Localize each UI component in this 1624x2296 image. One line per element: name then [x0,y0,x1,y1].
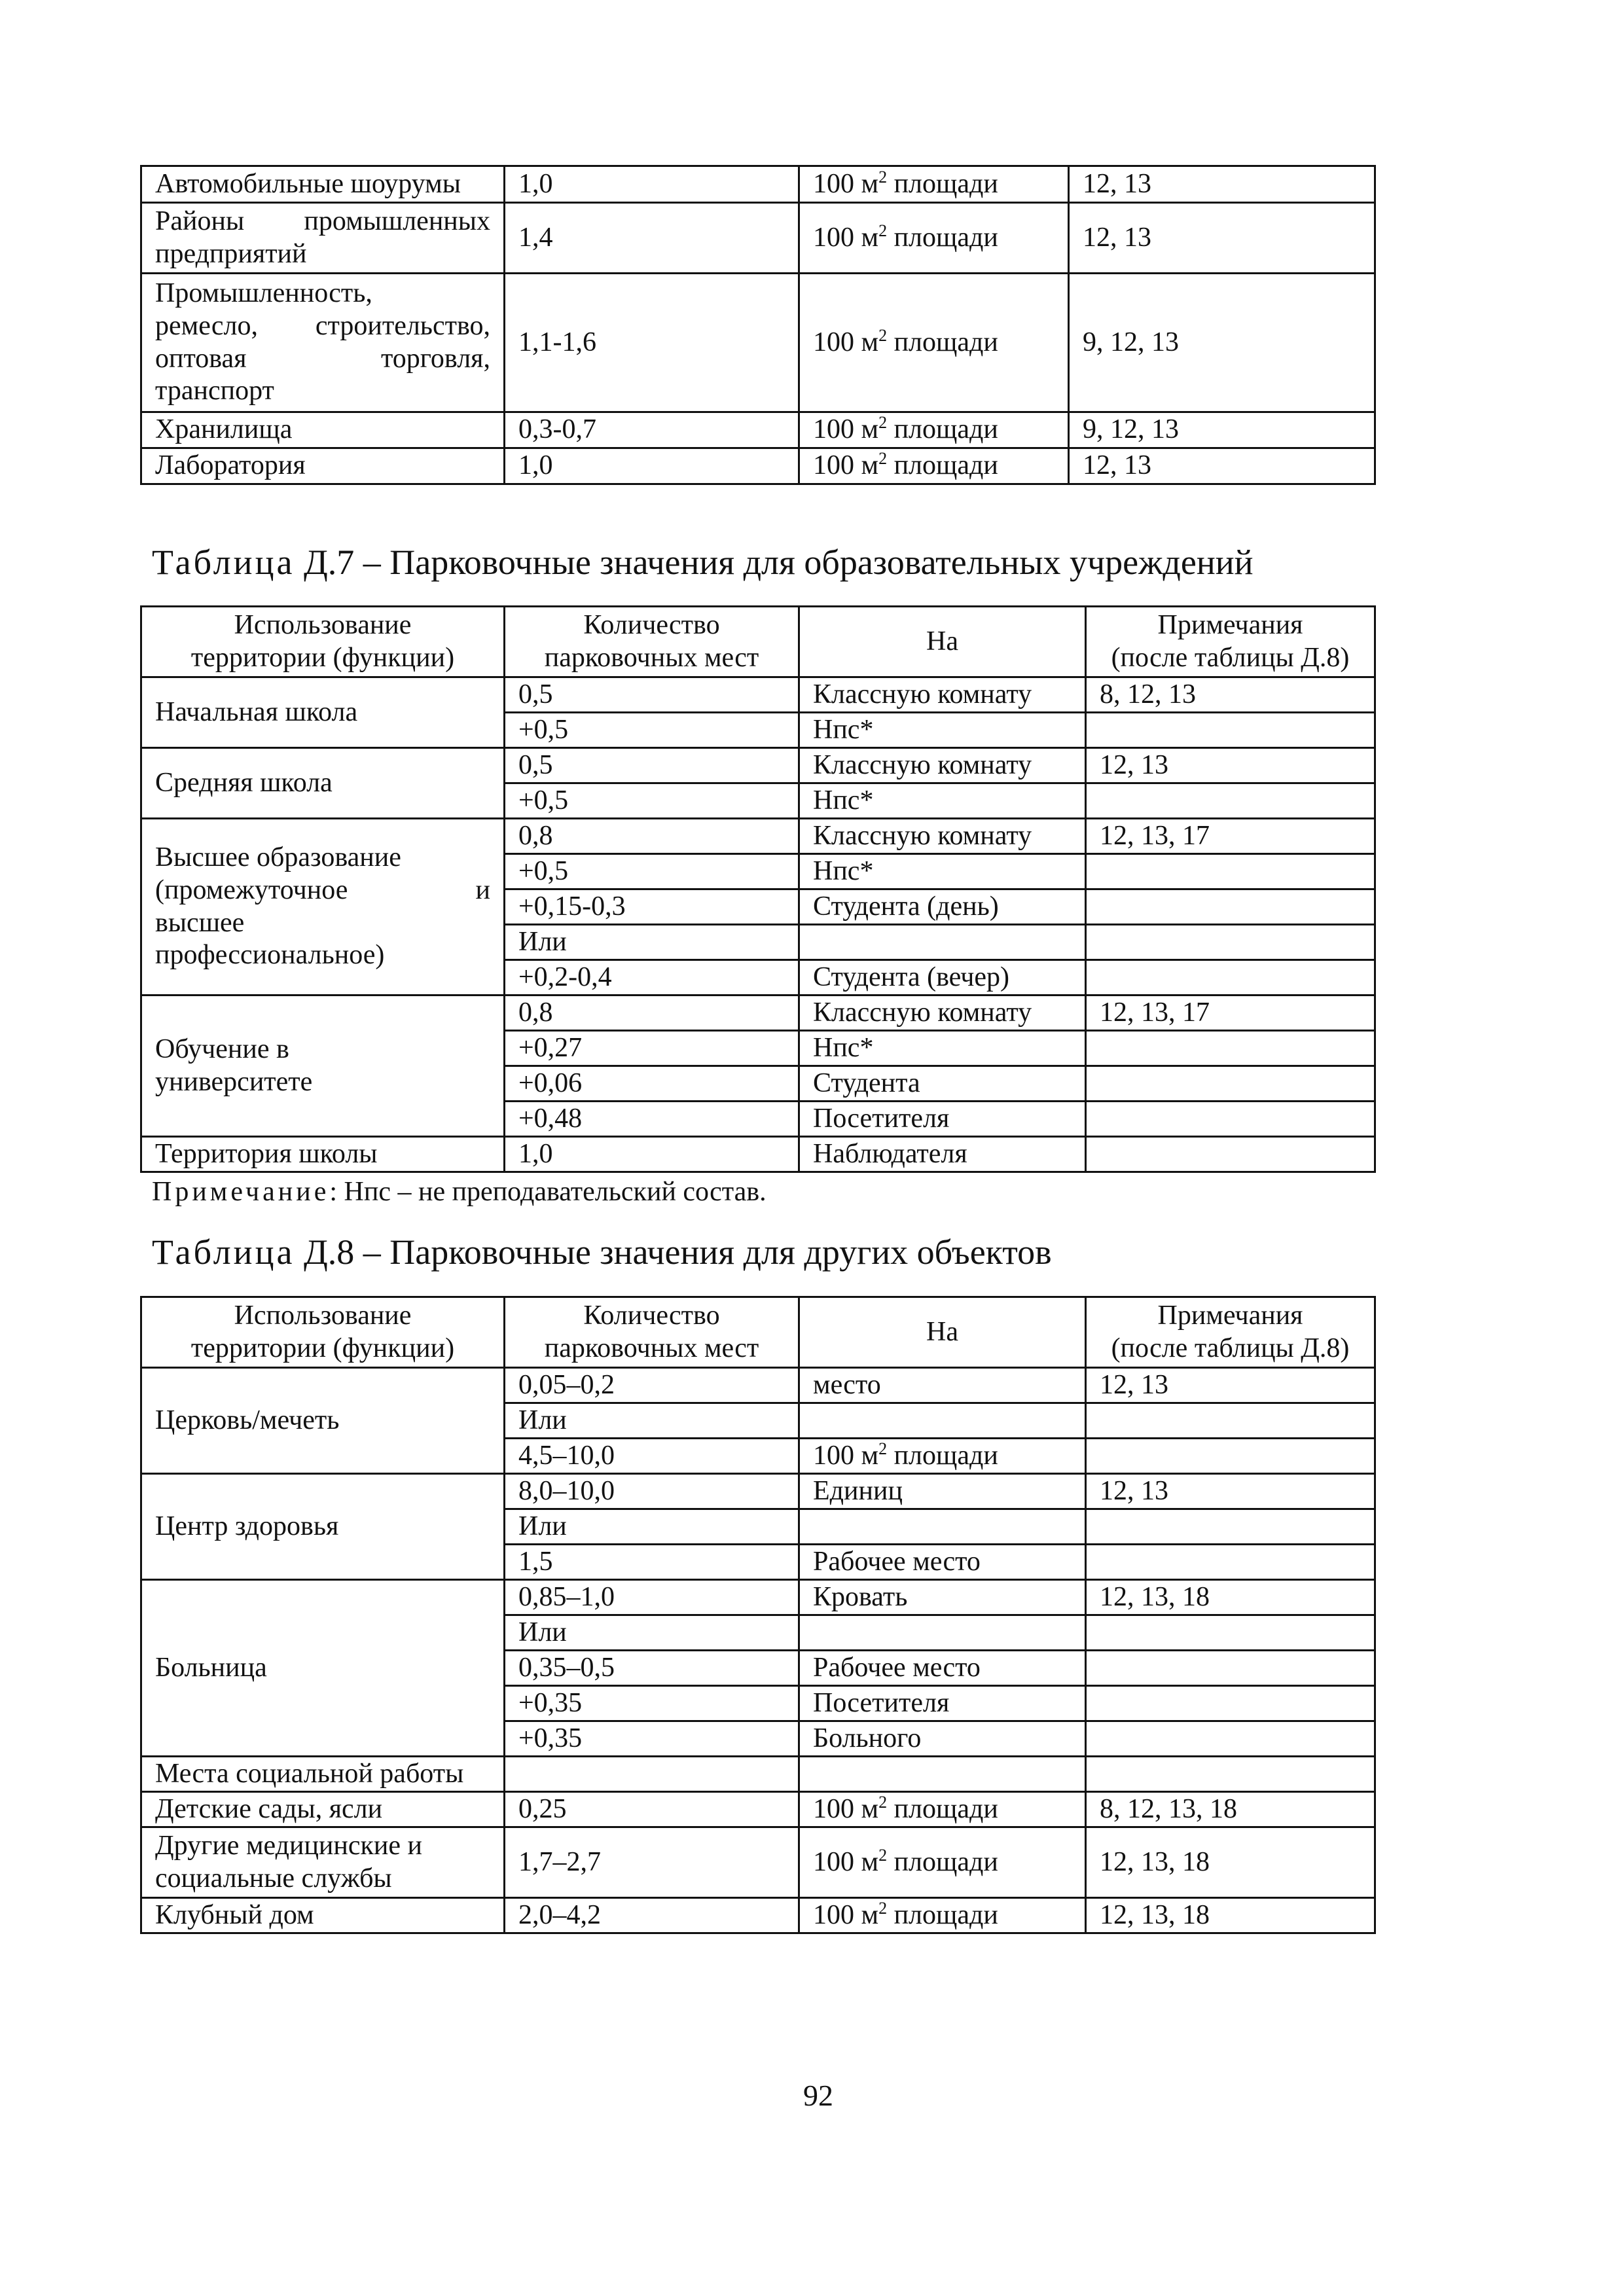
count-cell: +0,5 [505,713,799,748]
count-cell: +0,27 [505,1031,799,1066]
per-cell: Классную комнату [799,748,1086,783]
per-cell: Студента [799,1066,1086,1102]
notes-cell: 12, 13 [1069,448,1375,484]
per-cell: Классную комнату [799,819,1086,854]
group-other-medical: Другие медицинские и социальные службы [141,1827,505,1898]
per-cell: 100 $м^2$ площади [799,1827,1086,1898]
count-cell: +0,15-0,3 [505,889,799,925]
table-row [141,1757,1375,1792]
notes-cell [1086,854,1375,889]
count-cell: 8,0–10,0 [505,1474,799,1509]
per-cell: Посетителя [799,1102,1086,1137]
group-health-center: Центр здоровья [141,1474,505,1580]
count-cell: 0,05–0,2 [505,1368,799,1403]
per-cell: Единиц [799,1474,1086,1509]
group-primary-school: Начальная школа [141,677,505,748]
notes-cell [1086,1509,1375,1545]
group-kindergarten: Детские сады, ясли [141,1792,505,1827]
notes-cell [1086,1686,1375,1721]
table-row [141,1474,1375,1509]
notes-cell: 12, 13, 17 [1086,819,1375,854]
table-header-row [141,1297,1375,1368]
per-cell: Нпс* [799,713,1086,748]
use-cell: Районы промышленных предприятий [141,203,505,274]
table-row [141,677,1375,713]
table-row [141,166,1375,203]
count-cell: 0,8 [505,819,799,854]
notes-cell [1086,1066,1375,1102]
per-cell [799,1757,1086,1792]
per-cell: Посетителя [799,1686,1086,1721]
table-row [141,203,1375,274]
notes-cell [1086,1757,1375,1792]
table-d7-caption: Таблица Д.7 – Парковочные значения для образовательных учреждений [152,543,1254,582]
table-d8-caption: Таблица Д.8 – Парковочные значения для других объектов [152,1232,1052,1272]
group-school-grounds: Территория школы [141,1137,505,1172]
notes-cell [1086,889,1375,925]
count-cell: 1,7–2,7 [505,1827,799,1898]
header-use: Использование территории (функции) [141,607,505,677]
notes-cell: 12, 13, 17 [1086,996,1375,1031]
table-row [141,1827,1375,1898]
use-cell: Лаборатория [141,448,505,484]
notes-cell: 8, 12, 13, 18 [1086,1792,1375,1827]
count-cell: 0,8 [505,996,799,1031]
per-cell [799,1509,1086,1545]
per-cell: Нпс* [799,1031,1086,1066]
count-cell: +0,35 [505,1686,799,1721]
per-cell: 100 $м^2$ площади [799,448,1069,484]
count-cell: +0,06 [505,1066,799,1102]
per-cell: 100 $м^2$ площади [799,1792,1086,1827]
notes-cell [1086,783,1375,819]
count-cell: +0,5 [505,854,799,889]
per-cell: Студента (вечер) [799,960,1086,996]
group-social-work: Места социальной работы [141,1757,505,1792]
use-cell: Хранилища [141,412,505,448]
per-cell: Кровать [799,1580,1086,1615]
notes-cell: 12, 13, 18 [1086,1898,1375,1933]
notes-cell [1086,1545,1375,1580]
notes-cell [1086,1403,1375,1439]
table-row [141,748,1375,783]
use-cell: Автомобильные шоурумы [141,166,505,203]
page-number: 92 [803,2079,833,2112]
per-cell: 100 $м^2$ площади [799,1439,1086,1474]
header-count: Количество парковочных мест [505,1297,799,1368]
per-cell: Рабочее место [799,1545,1086,1580]
notes-cell: 12, 13 [1069,166,1375,203]
header-use: Использование территории (функции) [141,1297,505,1368]
notes-cell [1086,1615,1375,1651]
group-higher-education: Высшее образование (промежуточное и высшее профессиональное) [141,819,505,996]
notes-cell: 12, 13, 18 [1086,1580,1375,1615]
header-count: Количество парковочных мест [505,607,799,677]
group-secondary-school: Средняя школа [141,748,505,819]
header-notes: Примечания (после таблицы Д.8) [1086,1297,1375,1368]
per-cell: 100 $м^2$ площади [799,1898,1086,1933]
notes-cell [1086,1651,1375,1686]
count-cell: Или [505,1403,799,1439]
per-cell: место [799,1368,1086,1403]
table-row [141,996,1375,1031]
notes-cell [1086,713,1375,748]
count-cell: Или [505,1509,799,1545]
table-row [141,1580,1375,1615]
count-cell: Или [505,925,799,960]
table-d7 [140,605,1376,1173]
count-cell: 1,5 [505,1545,799,1580]
group-university: Обучение в университете [141,996,505,1137]
per-cell [799,1615,1086,1651]
per-cell: Классную комнату [799,677,1086,713]
table-row [141,1137,1375,1172]
per-cell [799,1403,1086,1439]
group-club-house: Клубный дом [141,1898,505,1933]
per-cell: Нпс* [799,783,1086,819]
notes-cell: 12, 13 [1086,748,1375,783]
table-row [141,448,1375,484]
notes-cell [1086,1721,1375,1757]
per-cell: 100 $м^2$ площади [799,412,1069,448]
per-cell: Рабочее место [799,1651,1086,1686]
notes-cell [1086,960,1375,996]
count-cell: 0,35–0,5 [505,1651,799,1686]
per-cell: 100 $м^2$ площади [799,203,1069,274]
group-church: Церковь/мечеть [141,1368,505,1474]
count-cell [505,1757,799,1792]
header-notes: Примечания (после таблицы Д.8) [1086,607,1375,677]
count-cell: 4,5–10,0 [505,1439,799,1474]
count-cell: +0,35 [505,1721,799,1757]
table-d6-continuation [140,165,1376,485]
count-cell: +0,5 [505,783,799,819]
per-cell: 100 $м^2$ площади [799,166,1069,203]
notes-cell [1086,1031,1375,1066]
header-per: На [799,607,1086,677]
count-cell: Или [505,1615,799,1651]
table-d8 [140,1296,1376,1934]
count-cell: 1,0 [505,448,799,484]
count-cell: 0,3-0,7 [505,412,799,448]
table-row [141,412,1375,448]
table-header-row [141,607,1375,677]
per-cell: Студента (день) [799,889,1086,925]
use-cell: Промышленность, ремесло, строительство, оптовая торговля, транспорт [141,274,505,412]
header-per: На [799,1297,1086,1368]
table-row [141,274,1375,412]
count-cell: 0,25 [505,1792,799,1827]
table-row [141,1898,1375,1933]
notes-cell: 12, 13 [1086,1368,1375,1403]
count-cell: 1,0 [505,166,799,203]
notes-cell: 12, 13 [1086,1474,1375,1509]
per-cell: 100 $м^2$ площади [799,274,1069,412]
notes-cell [1086,925,1375,960]
table-row [141,1368,1375,1403]
group-hospital: Больница [141,1580,505,1757]
count-cell: 1,4 [505,203,799,274]
notes-cell: 8, 12, 13 [1086,677,1375,713]
per-cell: Классную комнату [799,996,1086,1031]
count-cell: 1,0 [505,1137,799,1172]
per-cell: Наблюдателя [799,1137,1086,1172]
notes-cell: 9, 12, 13 [1069,412,1375,448]
count-cell: +0,2-0,4 [505,960,799,996]
count-cell: 0,85–1,0 [505,1580,799,1615]
notes-cell: 12, 13, 18 [1086,1827,1375,1898]
notes-cell [1086,1102,1375,1137]
count-cell: 0,5 [505,677,799,713]
notes-cell [1086,1439,1375,1474]
notes-cell [1086,1137,1375,1172]
count-cell: 1,1-1,6 [505,274,799,412]
table-row [141,819,1375,854]
count-cell: 0,5 [505,748,799,783]
per-cell [799,925,1086,960]
count-cell: +0,48 [505,1102,799,1137]
table-row [141,1792,1375,1827]
notes-cell: 9, 12, 13 [1069,274,1375,412]
count-cell: 2,0–4,2 [505,1898,799,1933]
table-d7-note: Примечание: Нпс – не преподавательский состав. [152,1177,767,1207]
per-cell: Нпс* [799,854,1086,889]
notes-cell: 12, 13 [1069,203,1375,274]
per-cell: Больного [799,1721,1086,1757]
